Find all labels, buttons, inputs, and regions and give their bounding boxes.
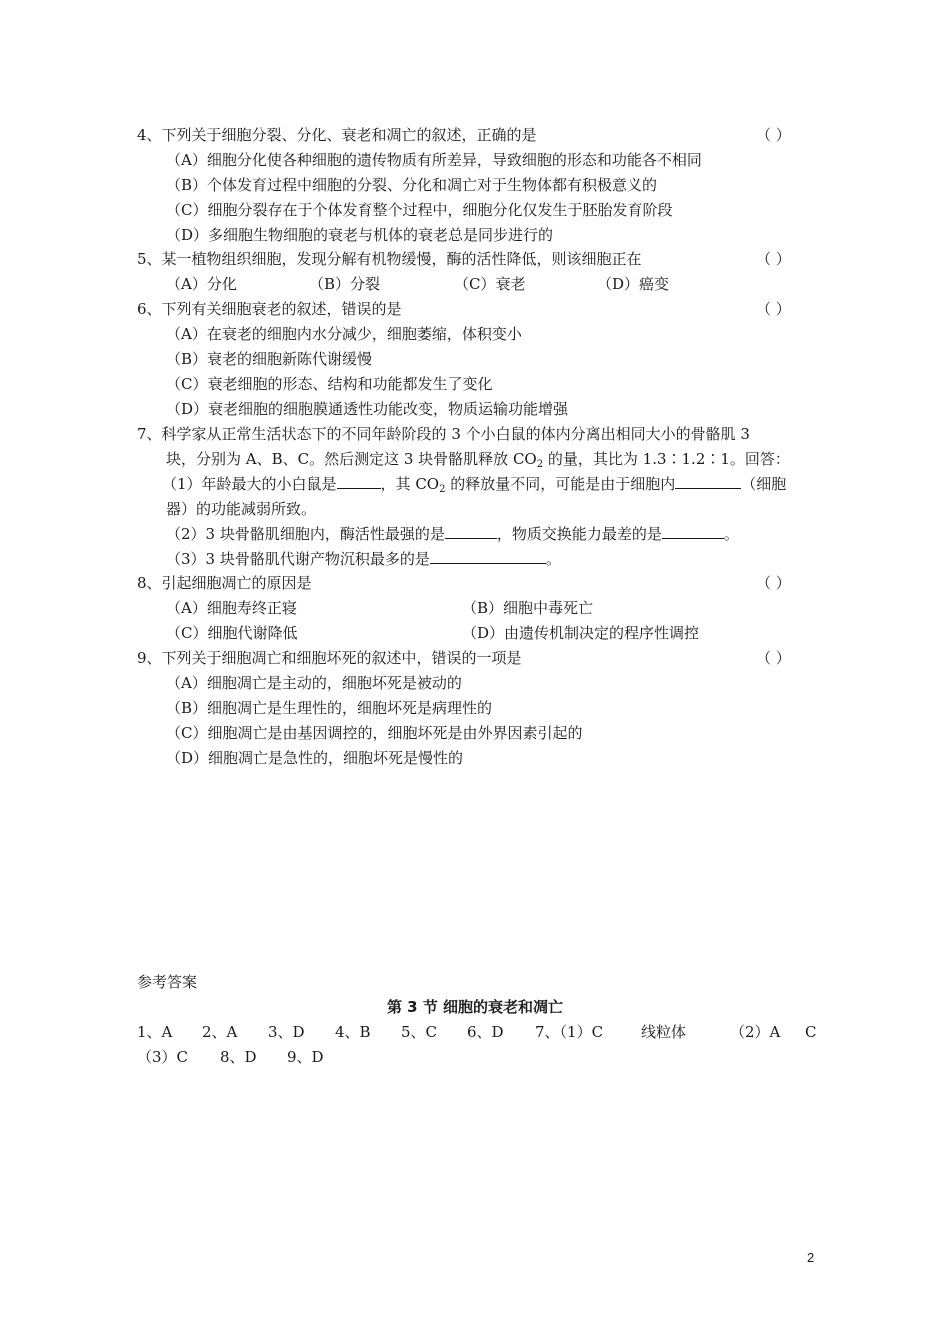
question-8-stem: 8、引起细胞凋亡的原因是	[137, 574, 312, 592]
question-4-stem: 4、下列关于细胞分裂、分化、衰老和凋亡的叙述，正确的是	[137, 126, 537, 144]
option: （D）细胞凋亡是急性的，细胞坏死是慢性的	[166, 749, 464, 767]
option: （A）分化	[166, 275, 237, 293]
question-7-line-2: 块，分别为 A、B、C。然后测定这 3 块骨骼肌释放 $CO_2$ 的量，其比为 1.3∶1.2∶1。回答：	[166, 450, 790, 470]
question-7-part-3: （3）3 块骨骼肌代谢产物沉积最多的是 。	[166, 550, 561, 568]
question-9-stem: 9、下列关于细胞凋亡和细胞坏死的叙述中，错误的一项是	[137, 649, 522, 667]
answer-item: 5、C	[401, 1023, 438, 1041]
option: （B）衰老的细胞新陈代谢缓慢	[166, 350, 373, 368]
answer-paren: （ ）	[756, 126, 791, 144]
option: （C）细胞分裂存在于个体发育整个过程中，细胞分化仅发生于胚胎发育阶段	[166, 201, 673, 219]
answer-item: （2）A	[730, 1023, 781, 1041]
answer-item: （3）C	[137, 1048, 189, 1066]
answer-paren: （ ）	[756, 300, 791, 318]
option: （C）衰老	[454, 275, 526, 293]
answer-item: 线粒体	[641, 1023, 687, 1041]
answer-item: 3、D	[268, 1023, 305, 1041]
fill-blank[interactable]	[675, 474, 741, 489]
answers-section-title: 第 3 节 细胞的衰老和凋亡	[386, 998, 564, 1016]
option: （A）细胞分化使各种细胞的遗传物质有所差异，导致细胞的形态和功能各不相同	[166, 151, 702, 169]
question-7-part-1: （1）年龄最大的小白鼠是 ，其 $CO_2$ 的释放量不同，可能是由于细胞内 （细胞	[162, 475, 787, 495]
option: （A）细胞凋亡是主动的，细胞坏死是被动的	[166, 674, 462, 692]
answer-item: 6、D	[467, 1023, 504, 1041]
option: （A）细胞寿终正寝	[166, 599, 297, 617]
fill-blank[interactable]	[337, 474, 381, 489]
option: （D）衰老细胞的细胞膜通透性功能改变，物质运输功能增强	[166, 400, 569, 418]
fill-blank[interactable]	[445, 524, 497, 539]
option: （A）在衰老的细胞内水分减少，细胞萎缩，体积变小	[166, 325, 522, 343]
answers-heading: 参考答案	[137, 973, 198, 991]
question-7-part-2: （2）3 块骨骼肌细胞内，酶活性最强的是 ，物质交换能力最差的是 。	[166, 525, 739, 543]
answers-row-2	[0, 1047, 950, 1067]
answer-paren: （ ）	[756, 649, 791, 667]
question-7-line-1: 7、科学家从正常生活状态下的不同年龄阶段的 3 个小白鼠的体内分离出相同大小的骨骼肌 3	[137, 425, 750, 443]
answer-item: 7、（1）C	[535, 1023, 604, 1041]
answer-item: 4、B	[335, 1023, 371, 1041]
option: （C）细胞代谢降低	[166, 624, 298, 642]
option: （C）衰老细胞的形态、结构和功能都发生了变化	[166, 375, 493, 393]
question-6-stem: 6、下列有关细胞衰老的叙述，错误的是	[137, 300, 402, 318]
fill-blank[interactable]	[662, 524, 724, 539]
page-number: 2	[807, 1250, 815, 1265]
answer-paren: （ ）	[756, 250, 791, 268]
answers-row-1	[0, 1022, 950, 1042]
option: （D）癌变	[597, 275, 670, 293]
option: （B）细胞凋亡是生理性的，细胞坏死是病理性的	[166, 699, 493, 717]
option: （C）细胞凋亡是由基因调控的，细胞坏死是由外界因素引起的	[166, 724, 583, 742]
option: （B）分裂	[309, 275, 381, 293]
option: （B）细胞中毒死亡	[462, 599, 594, 617]
answer-item: 9、D	[287, 1048, 324, 1066]
option: （D）多细胞生物细胞的衰老与机体的衰老总是同步进行的	[166, 226, 554, 244]
question-7-part-1-cont: 器）的功能减弱所致。	[166, 500, 317, 518]
answer-item: 8、D	[220, 1048, 257, 1066]
question-5-stem: 5、某一植物组织细胞，发现分解有机物缓慢，酶的活性降低，则该细胞正在	[137, 250, 642, 268]
answer-item: C	[805, 1023, 817, 1041]
answer-item: 1、A	[137, 1023, 173, 1041]
answer-item: 2、A	[202, 1023, 238, 1041]
fill-blank[interactable]	[430, 549, 546, 564]
option: （D）由遗传机制决定的程序性调控	[462, 624, 700, 642]
answer-paren: （ ）	[756, 574, 791, 592]
option: （B）个体发育过程中细胞的分裂、分化和凋亡对于生物体都有积极意义的	[166, 176, 658, 194]
